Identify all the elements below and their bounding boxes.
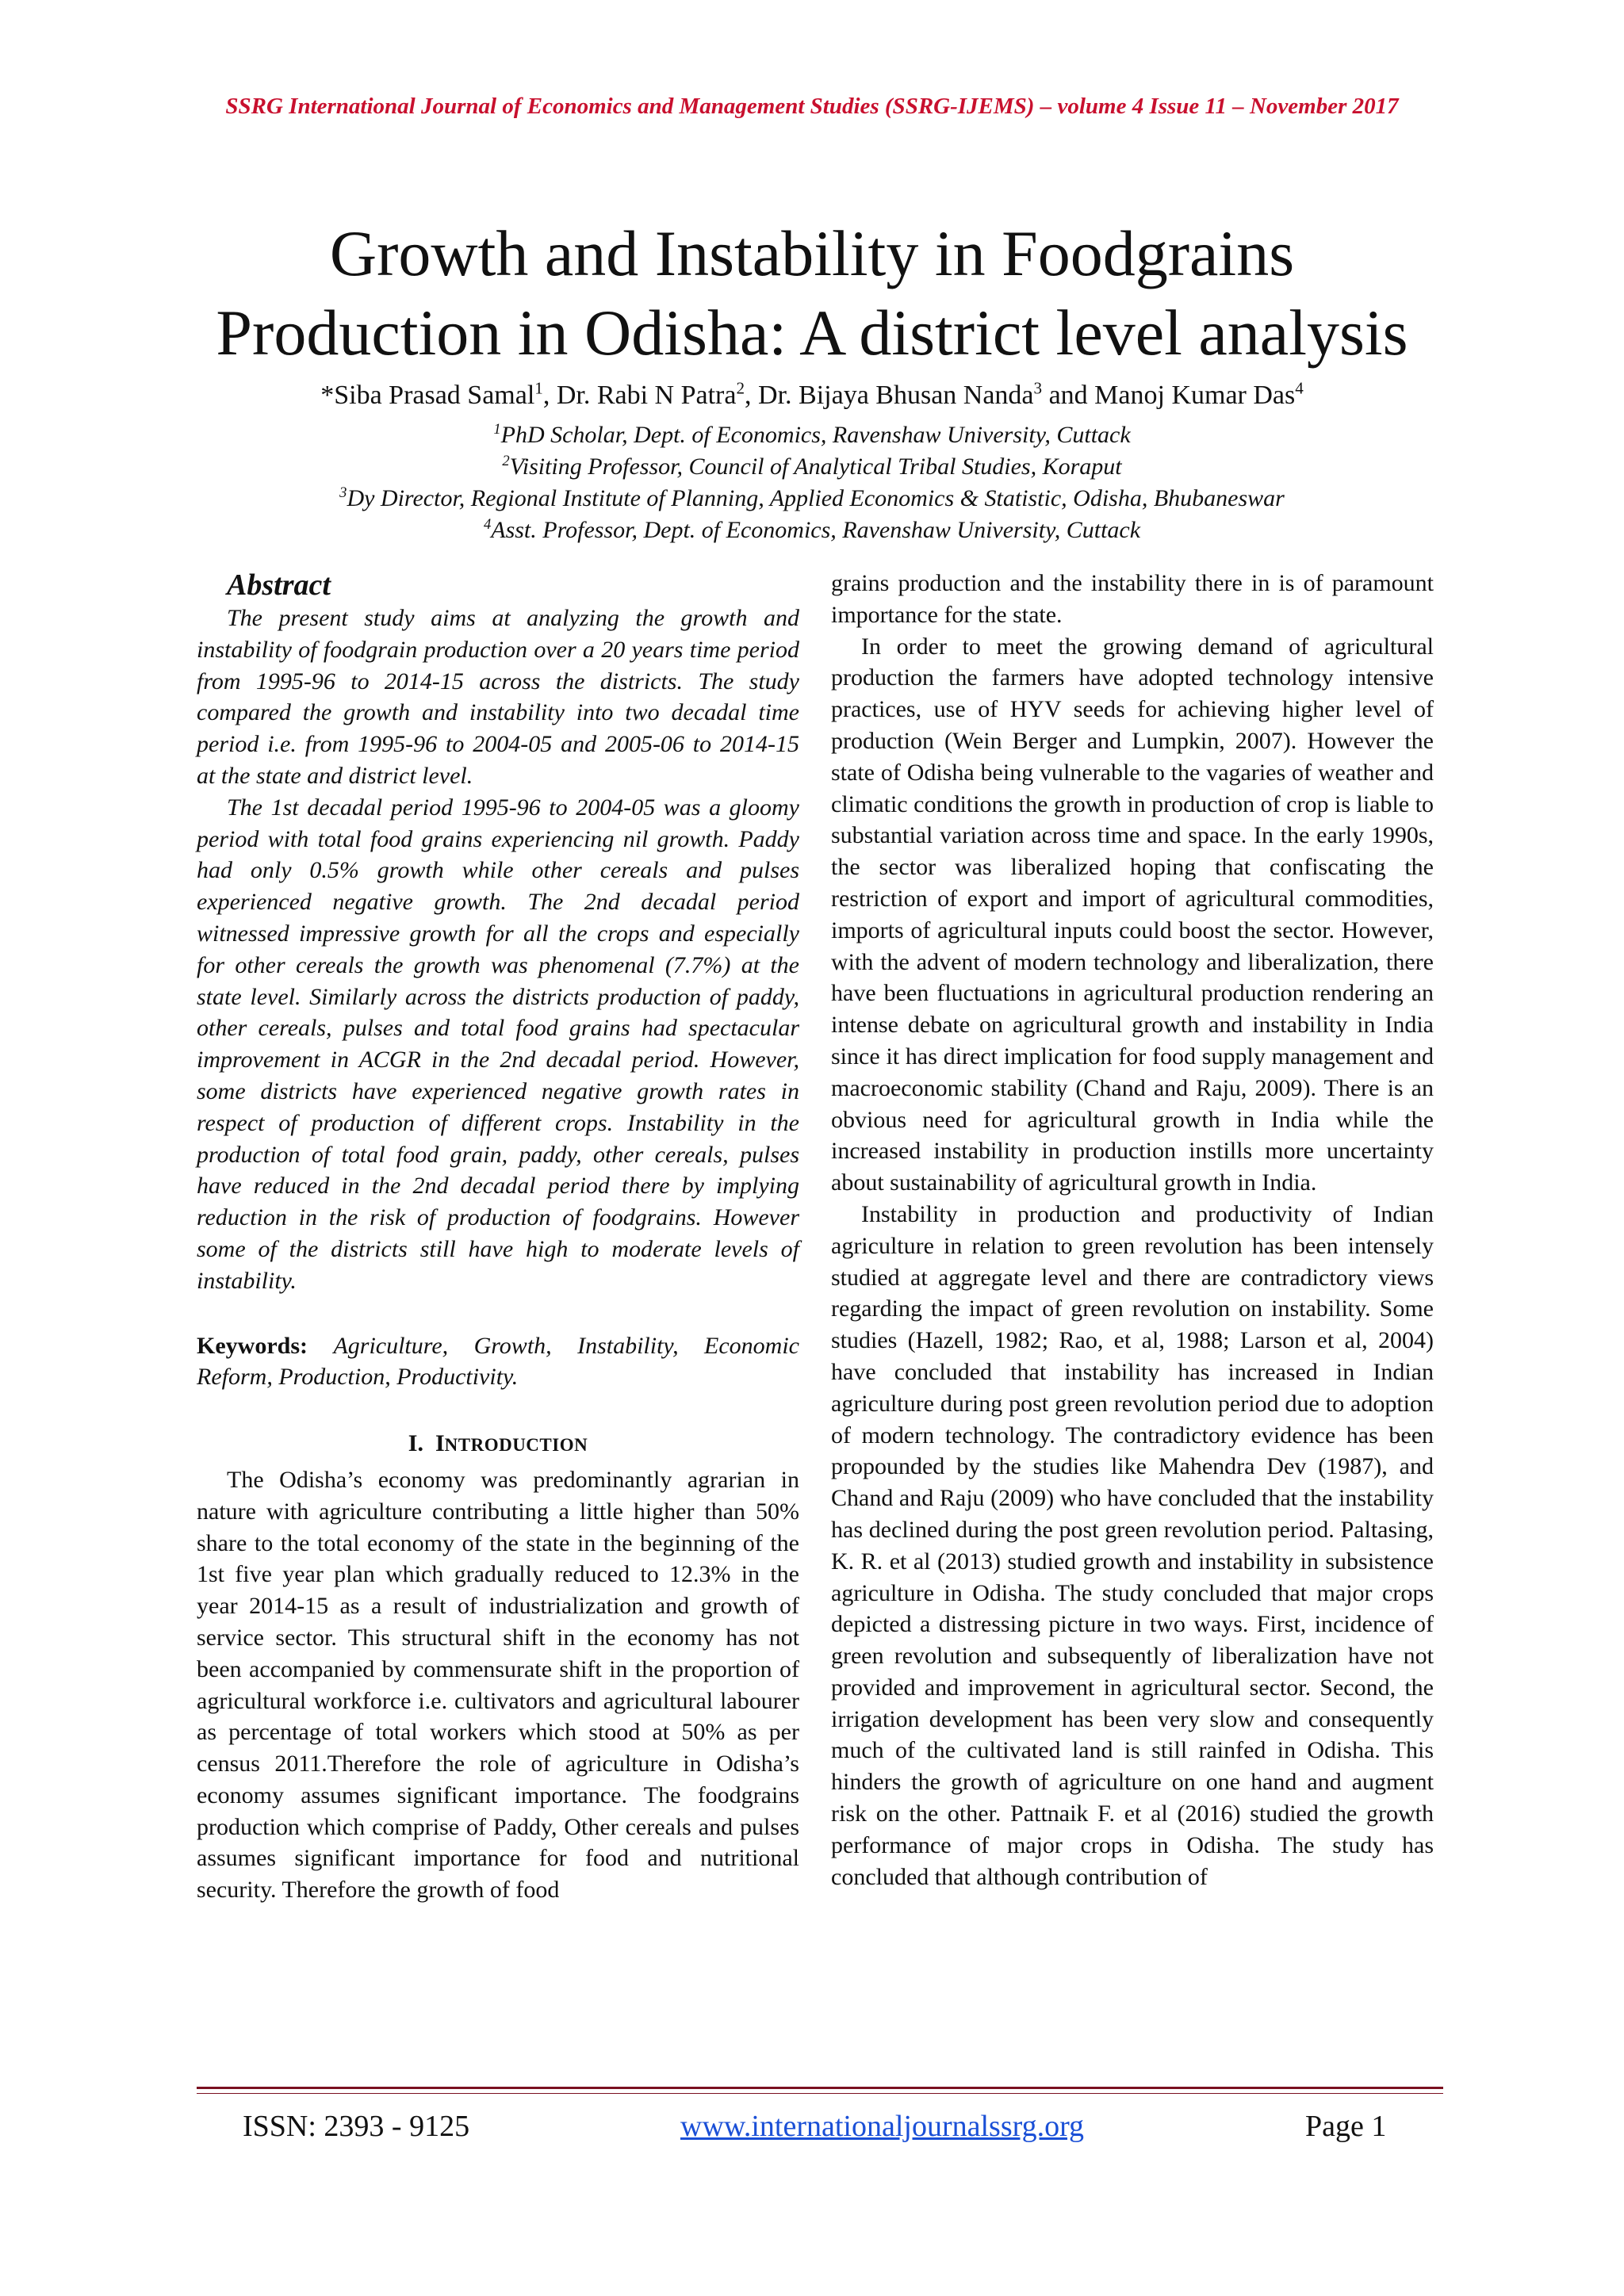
journal-header: SSRG International Journal of Economics and Management Studies (SSRG-IJEMS) – volume 4 Issue 11 – November 2017 <box>225 94 1399 119</box>
author-sup: 3 <box>1033 378 1043 398</box>
section-initial: I <box>435 1430 445 1457</box>
footer-rule-thin <box>197 2093 1443 2094</box>
author-name: Dr. Bijaya Bhusan Nanda <box>758 381 1034 410</box>
author-list <box>0 378 1624 411</box>
affiliation-sup: 4 <box>483 516 492 533</box>
title-line-2: Production in Odisha: A district level analysis <box>216 297 1408 369</box>
affiliation-2 <box>0 453 1624 480</box>
author-sep: , <box>745 381 759 410</box>
author-sup: 4 <box>1295 378 1304 398</box>
author-sep: , <box>542 381 557 410</box>
keywords <box>197 1330 799 1394</box>
affiliation-text: Visiting Professor, Council of Analytical Tribal Studies, Koraput <box>509 453 1122 480</box>
author-sup: 1 <box>534 378 543 398</box>
paper-title <box>0 214 1624 373</box>
abstract-paragraph-2: The 1st decadal period 1995-96 to 2004-05 was a gloomy period with total food grains experiencing nil growth. Paddy had only 0.5% growth while other cereals and pulses experienced negative growth. The 2nd decadal period witnessed impressive growth for all the crops and especially for other cereals the growth was phenomenal (7.7%) at the state level. Similarly across the districts production of paddy, other cereals, pulses and total food grains had spectacular improvement in ACGR in the 2nd decadal period. However, some districts have experienced negative growth rates in respect of production of different crops. Instability in the production of total food grain, paddy, other cereals, pulses have reduced in the 2nd decadal period there by implying reduction in the risk of production of foodgrains. However some of the districts still have high to moderate levels of instability. <box>197 794 799 1294</box>
intro-paragraph-left: The Odisha’s economy was predominantly agrarian in nature with agriculture contributing a little higher than 50% share to the total economy of the state in the beginning of the 1st five year plan which gradually reduced to 12.3% in the year 2014-15 as a result of industrialization and growth of service sector. This structural shift in the economy has not been accompanied by commensurate shift in the proportion of agricultural workforce i.e. cultivators and agricultural labourer as percentage of total workers which stood at 50% as per census 2011.Therefore the role of agriculture in Odisha’s economy assumes significant importance. The foodgrains production which comprise of Paddy, Other cereals and pulses assumes significant importance for food and nutritional security. Therefore the growth of food <box>197 1466 799 1904</box>
right-column <box>831 568 1434 1892</box>
footer-journal-link[interactable]: www.internationaljournalssrg.org <box>680 2110 1085 2143</box>
affiliation-3 <box>0 485 1624 512</box>
author-name: Dr. Rabi N Patra <box>556 381 737 410</box>
affiliation-sup: 1 <box>493 421 501 438</box>
left-column <box>197 568 799 1906</box>
intro-paragraph-3: Instability in production and productivity of Indian agriculture in relation to green revolution has been intensely studied at aggregate level and there are contradictory views regarding the impact of green revolution on instability. Some studies (Hazell, 1982; Rao, et al, 1988; Larson et al, 2004) have concluded that instability has increased in Indian agriculture during post green revolution period due to adoption of modern technology. The contradictory evidence has been propounded by the studies like Mahendra Dev (1987), and Chand and Raju (2009) who have concluded that the instability has declined during the post green revolution period. Paltasing, K. R. et al (2013) studied growth and instability in subsistence agriculture in Odisha. The study concluded that major crops depicted a distressing picture in two ways. First, incidence of green revolution and subsequently of liberalization have not provided and improvement in agricultural sector. Second, the irrigation development has been very slow and consequently much of the cultivated land is still rainfed in Odisha. This hinders the growth of agriculture on one hand and augment risk on the other. Pattnaik F. et al (2016) studied the growth performance of major crops in Odisha. The study has concluded that although contribution of <box>831 1200 1434 1890</box>
abstract-paragraph-1: The present study aims at analyzing the growth and instability of foodgrain production over a 20 years time period from 1995-96 to 2014-15 across the districts. The study compared the growth and instability into two decadal time period i.e. from 1995-96 to 2004-05 and 2005-06 to 2014-15 at the state and district level. <box>197 605 799 789</box>
affiliation-sup: 3 <box>339 484 347 501</box>
footer-rule <box>197 2087 1443 2089</box>
title-line-1: Growth and Instability in Foodgrains <box>329 217 1295 289</box>
affiliation-1 <box>0 422 1624 449</box>
keywords-text: Agriculture, Growth, Instability, Economic Reform, Production, Productivity. <box>197 1332 799 1391</box>
author-sup: 2 <box>736 378 745 398</box>
intro-paragraph-2: In order to meet the growing demand of agricultural production the farmers have adopted technology intensive practices, use of HYV seeds for achieving higher level of production (Wein Berger and Lumpkin, 2007). However the state of Odisha being vulnerable to the vagaries of weather and climatic conditions the growth in production of crop is liable to substantial variation across time and space. In the early 1990s, the sector was liberalized hoping that confiscating the restriction of export and import of agricultural commodities, imports of agricultural inputs could boost the sector. However, with the advent of modern technology and liberalization, there have been fluctuations in agricultural production rendering an intense debate on agricultural growth and instability in India since it has direct implication for food supply management and macroeconomic stability (Chand and Raju, 2009). There is an obvious need for agricultural growth in India while the increased instability in production instills more uncertainty about sustainability of agricultural growth in India. <box>831 633 1434 1196</box>
author-name: Manoj Kumar Das <box>1094 381 1296 410</box>
author-sep: and <box>1042 381 1095 410</box>
affiliation-text: PhD Scholar, Dept. of Economics, Ravenshaw University, Cuttack <box>500 422 1131 448</box>
affiliation-text: Asst. Professor, Dept. of Economics, Ravenshaw University, Cuttack <box>491 517 1141 543</box>
abstract-heading: Abstract <box>227 568 331 602</box>
affiliation-4 <box>0 517 1624 544</box>
section-number: I. <box>408 1430 423 1457</box>
author-name: *Siba Prasad Samal <box>320 381 535 410</box>
affiliation-text: Dy Director, Regional Institute of Planning, Applied Economics & Statistic, Odisha, Bhubaneswar <box>347 485 1285 511</box>
section-title-rest: NTRODUCTION <box>444 1435 588 1456</box>
section-heading-introduction <box>197 1428 799 1461</box>
keywords-label: Keywords: <box>197 1332 308 1359</box>
footer-issn: ISSN: 2393 - 9125 <box>243 2110 470 2143</box>
affiliation-sup: 2 <box>502 453 510 469</box>
footer-page-number: Page 1 <box>1305 2110 1387 2143</box>
intro-continuation: grains production and the instability there in is of paramount importance for the state. <box>831 570 1434 628</box>
